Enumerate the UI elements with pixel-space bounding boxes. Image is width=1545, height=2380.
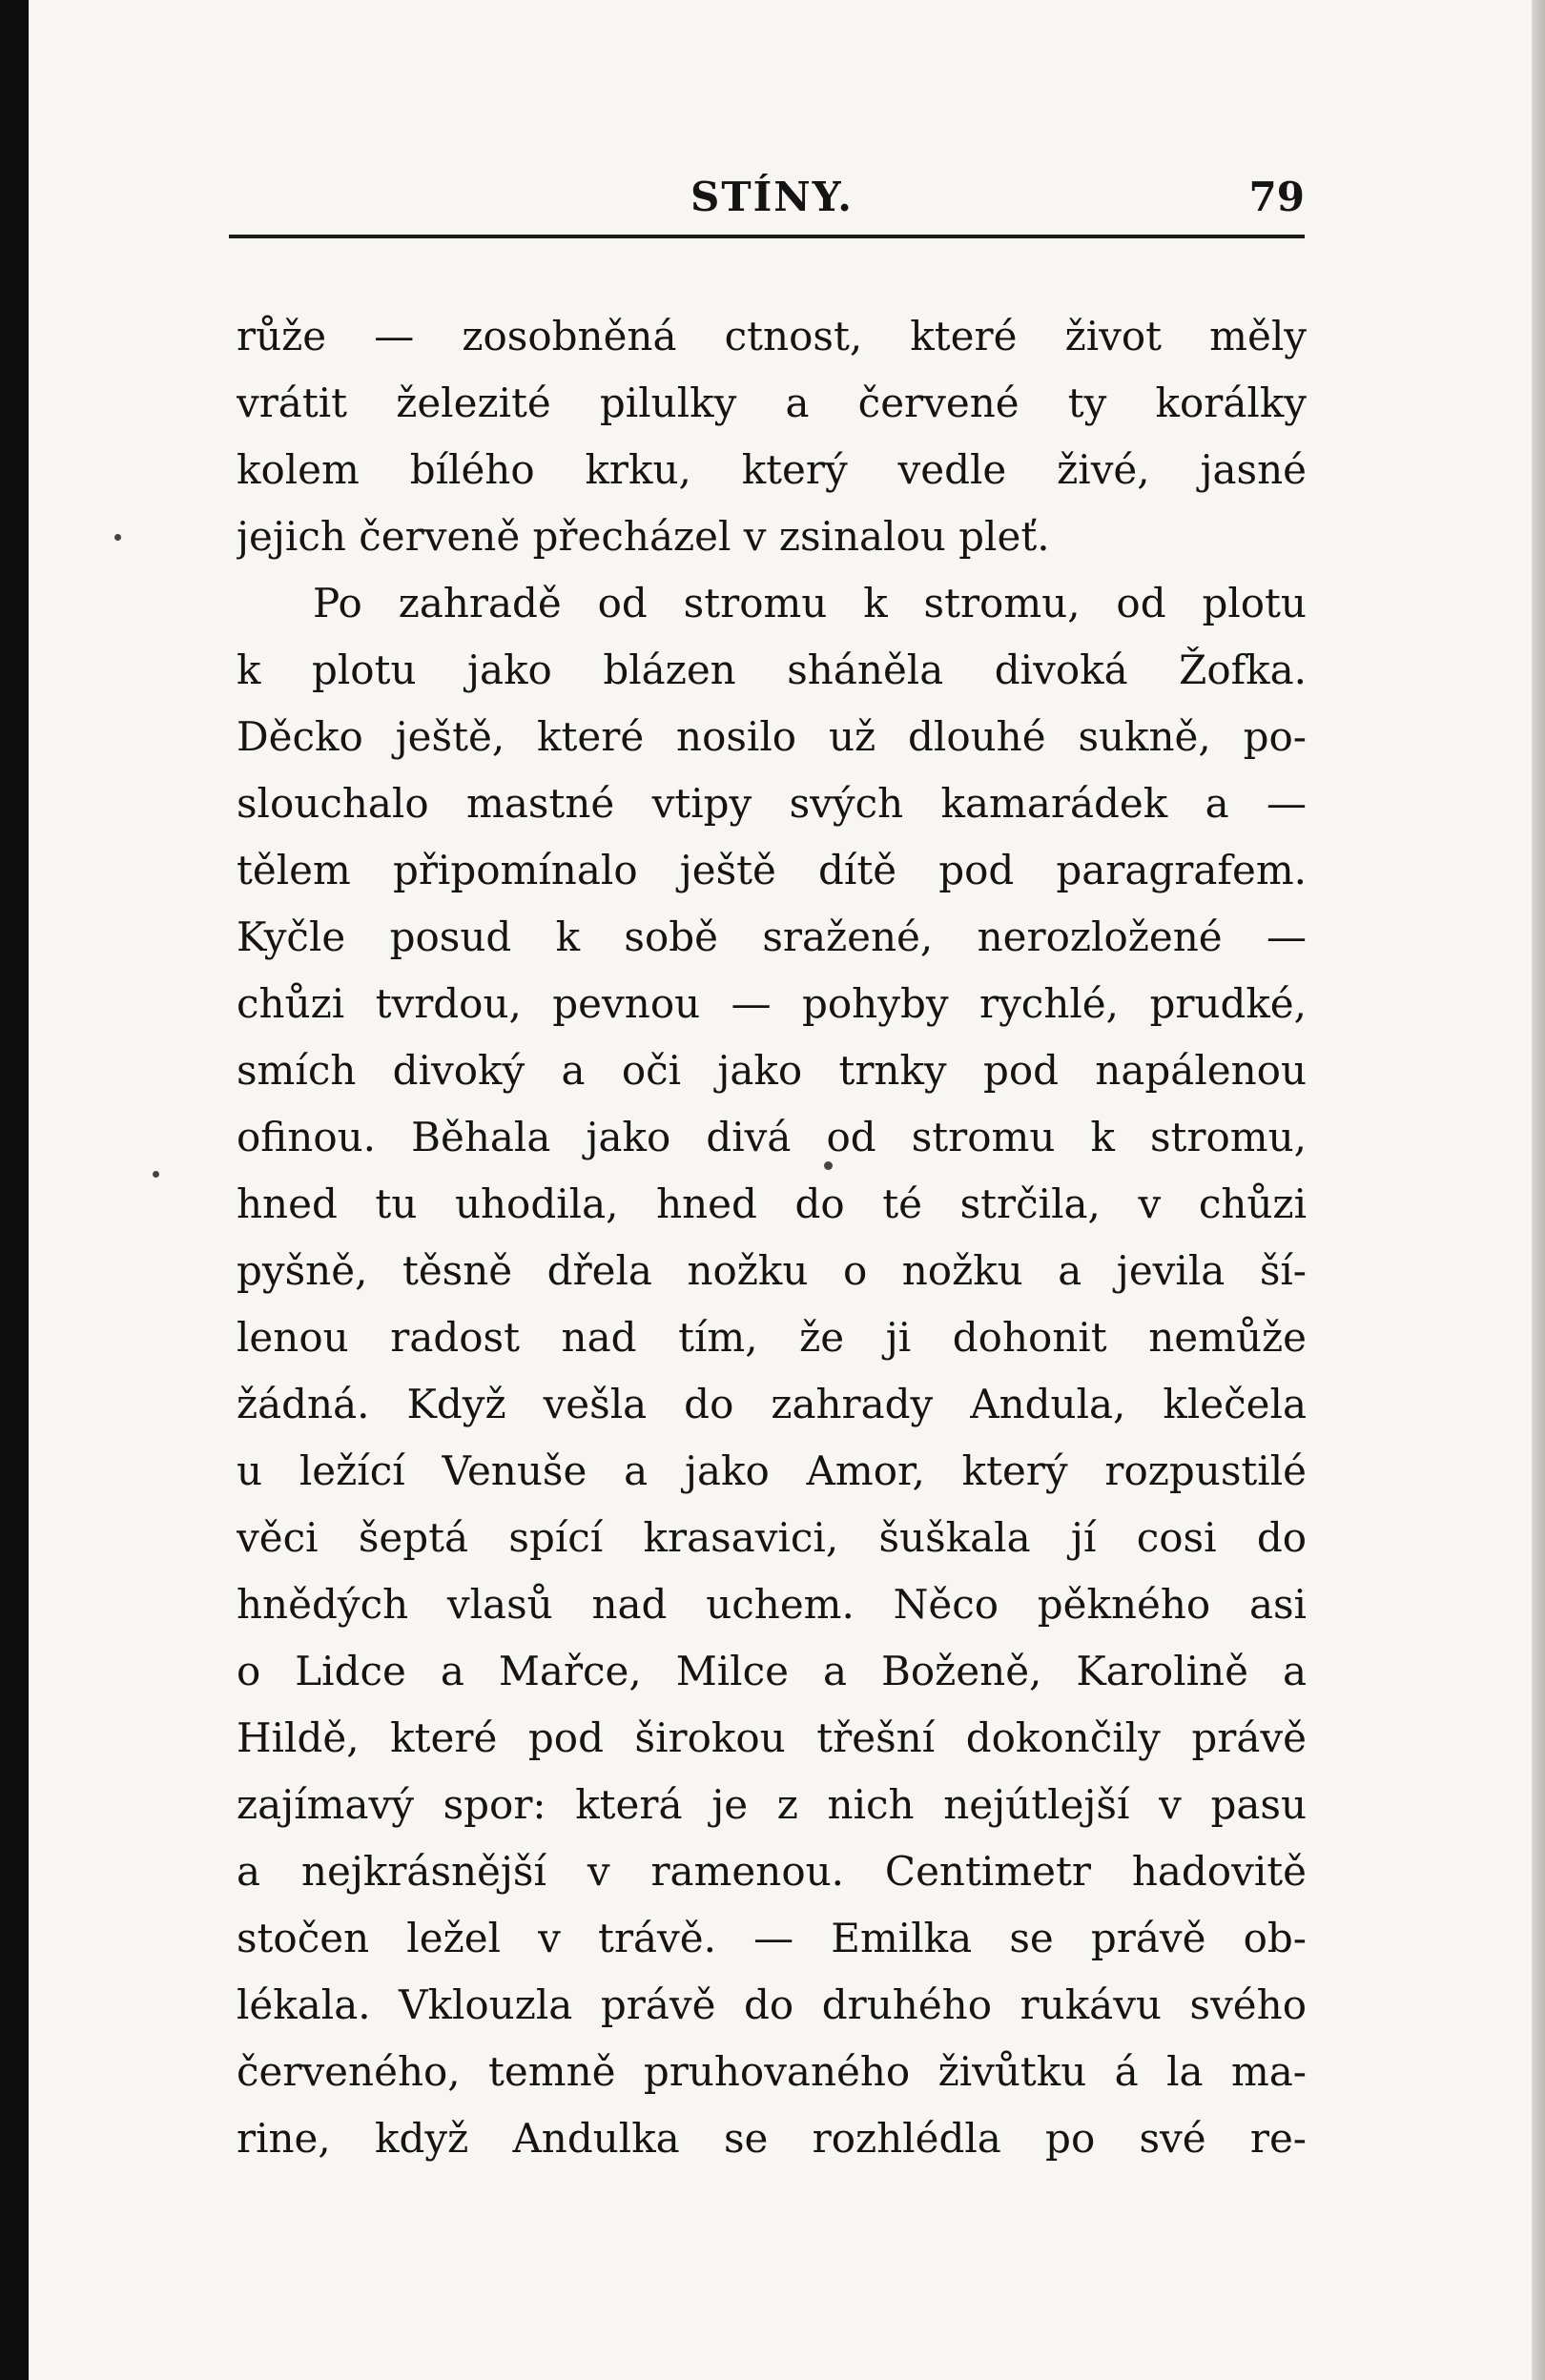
page-header <box>238 164 1305 231</box>
scan-speck <box>153 1171 159 1178</box>
text-line: pyšně, těsně dřela nožku o nožku a jevila ší- <box>237 1247 1307 1294</box>
text-line: Hildě, které pod širokou třešní dokončily právě <box>237 1714 1307 1761</box>
text-line: hned tu uhodila, hned do té strčila, v chůzi <box>237 1180 1307 1227</box>
text-line: vrátit železité pilulky a červené ty korálky <box>237 380 1307 426</box>
scan-right-border <box>1532 0 1545 2380</box>
text-line: Děcko ještě, které nosilo už dlouhé sukně, po- <box>237 713 1307 760</box>
text-line: stočen ležel v trávě. — Emilka se právě ob- <box>237 1915 1307 1961</box>
text-line: k plotu jako blázen sháněla divoká Žofka. <box>237 646 1307 693</box>
text-line: chůzi tvrdou, pevnou — pohyby rychlé, prudké, <box>237 980 1307 1027</box>
page-number: 79 <box>1248 174 1305 220</box>
text-line: červeného, temně pruhovaného živůtku á la ma- <box>237 2048 1307 2095</box>
text-line: ofinou. Běhala jako divá od stromu k stromu, <box>237 1114 1307 1160</box>
text-line: růže — zosobněná ctnost, které život měly <box>237 313 1307 359</box>
text-line: a nejkrásnější v ramenou. Centimetr hadovitě <box>237 1848 1307 1895</box>
text-line: u ležící Venuše a jako Amor, který rozpustilé <box>237 1447 1307 1494</box>
scan-left-border <box>0 0 29 2380</box>
text-line: smích divoký a oči jako trnky pod napálenou <box>237 1047 1307 1094</box>
text-line: zajímavý spor: která je z nich nejútlejší v pasu <box>237 1781 1307 1828</box>
text-line: Kyčle posud k sobě sražené, nerozložené — <box>237 913 1307 960</box>
text-line: o Lidce a Mařce, Milce a Boženě, Karolině a <box>237 1648 1307 1694</box>
text-line: tělem připomínalo ještě dítě pod paragrafem. <box>237 847 1307 893</box>
text-line: hnědých vlasů nad uchem. Něco pěkného asi <box>237 1581 1307 1628</box>
scan-speck <box>824 1161 833 1170</box>
body-text <box>237 303 1307 2172</box>
text-line: lékala. Vklouzla právě do druhého rukávu svého <box>237 1981 1307 2028</box>
running-title: STÍNY. <box>690 174 854 220</box>
text-line: lenou radost nad tím, že ji dohonit nemůže <box>237 1314 1307 1361</box>
text-line: jejich červeně přecházel v zsinalou pleť. <box>237 513 1050 560</box>
text-line: věci šeptá spící krasavici, šuškala jí cosi do <box>237 1514 1307 1561</box>
text-line: kolem bílého krku, který vedle živé, jasné <box>237 446 1307 493</box>
scan-speck <box>114 534 121 541</box>
text-line: rine, když Andulka se rozhlédla po své re- <box>237 2115 1307 2162</box>
text-line: Po zahradě od stromu k stromu, od plotu <box>313 580 1307 626</box>
text-line: slouchalo mastné vtipy svých kamarádek a — <box>237 780 1307 827</box>
header-rule <box>229 235 1305 238</box>
text-line: žádná. Když vešla do zahrady Andula, klečela <box>237 1381 1307 1427</box>
